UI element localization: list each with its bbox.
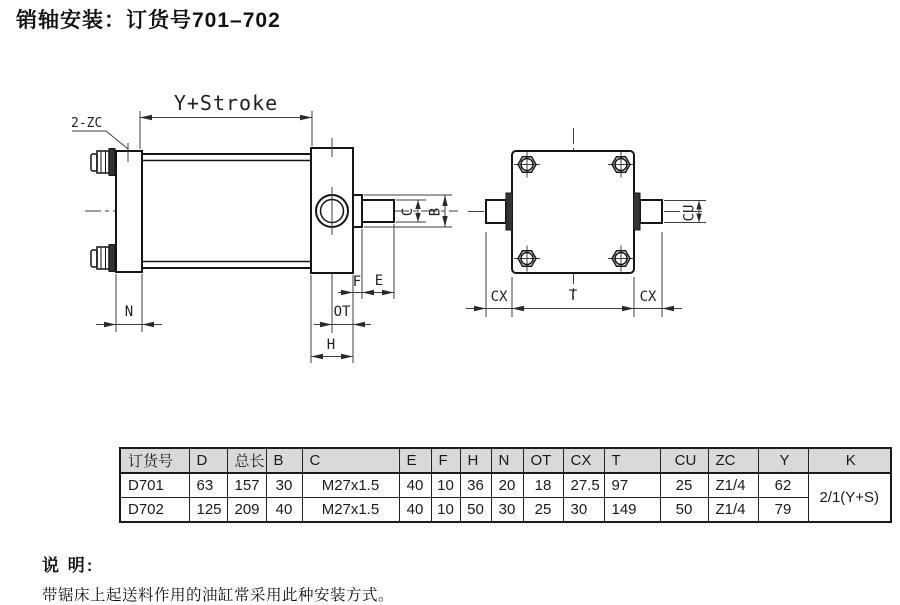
col-header: 总长 (227, 448, 266, 473)
dim-label-2zc: 2-ZC (71, 116, 103, 131)
table-header-row (120, 448, 891, 473)
table-cell: 27.5 (563, 473, 604, 498)
table-cell: 36 (460, 473, 491, 498)
table-cell: 40 (266, 498, 302, 523)
note-heading: 说 明: (42, 556, 95, 575)
table-cell: 20 (491, 473, 523, 498)
note-body: 带锯床上起送料作用的油缸常采用此种安装方式。 (42, 587, 395, 604)
table-cell: 209 (227, 498, 266, 523)
rear-cap (116, 151, 142, 272)
cylinder-side-view (71, 91, 458, 363)
table-cell: Z1/4 (708, 473, 758, 498)
cylinder-end-view (466, 128, 706, 317)
table-cell: D702 (120, 498, 189, 523)
table-cell: 97 (604, 473, 660, 498)
table-cell: 157 (227, 473, 266, 498)
table-cell: 50 (660, 498, 708, 523)
dim-label-n: N (124, 304, 134, 320)
col-header: 订货号 (120, 448, 189, 473)
col-header: D (189, 448, 227, 473)
dimension-table (119, 447, 892, 523)
table-cell: M27x1.5 (302, 498, 399, 523)
table-cell: 25 (660, 473, 708, 498)
table-cell: 63 (189, 473, 227, 498)
col-header: CU (660, 448, 708, 473)
hex-plug-bottom (91, 245, 115, 272)
dim-label-f: F (352, 274, 362, 290)
table-cell: 79 (758, 498, 808, 523)
rod-collar (353, 195, 362, 227)
col-header: C (302, 448, 399, 473)
table-cell: M27x1.5 (302, 473, 399, 498)
col-header: Y (758, 448, 808, 473)
table-cell: 10 (431, 498, 460, 523)
col-header: CX (563, 448, 604, 473)
col-header: B (266, 448, 302, 473)
dim-label-y-stroke: Y+Stroke (173, 91, 279, 115)
table-cell: 30 (266, 473, 302, 498)
col-header: OT (523, 448, 563, 473)
dim-label-cx-right: CX (639, 289, 657, 305)
table-row (120, 498, 891, 523)
table-cell: 25 (523, 498, 563, 523)
col-header: E (399, 448, 431, 473)
table-cell-k-merged: 2/1(Y+S) (808, 473, 891, 522)
page-title: 销轴安装：订货号701–702 (16, 9, 281, 32)
dim-label-cu: CU (681, 204, 698, 222)
dim-label-b: B (427, 207, 444, 217)
col-header: F (431, 448, 460, 473)
table-cell: D701 (120, 473, 189, 498)
table-cell: 10 (431, 473, 460, 498)
dim-label-h: H (326, 337, 336, 353)
cylinder-tube (142, 154, 311, 268)
dim-label-e: E (374, 273, 384, 289)
pivot-pin-left (486, 200, 506, 223)
table-cell: 30 (563, 498, 604, 523)
pivot-pin-right (640, 200, 662, 223)
table-cell: 62 (758, 473, 808, 498)
note-section (42, 551, 394, 605)
table-cell: Z1/4 (708, 498, 758, 523)
col-header: T (604, 448, 660, 473)
table-row (120, 473, 891, 498)
table-cell: 50 (460, 498, 491, 523)
table-cell: 40 (399, 473, 431, 498)
table-cell: 30 (491, 498, 523, 523)
col-header: N (491, 448, 523, 473)
dim-label-c: C (400, 207, 416, 217)
col-header: K (808, 448, 891, 473)
dim-label-t: T (568, 288, 578, 304)
table-cell: 149 (604, 498, 660, 523)
table-cell: 125 (189, 498, 227, 523)
table-cell: 40 (399, 498, 431, 523)
table-cell: 18 (523, 473, 563, 498)
piston-rod (362, 200, 394, 222)
col-header: ZC (708, 448, 758, 473)
col-header: H (460, 448, 491, 473)
dim-label-cx-left: CX (490, 289, 508, 305)
dim-label-ot: OT (333, 304, 351, 320)
hex-plug-top (91, 149, 115, 176)
